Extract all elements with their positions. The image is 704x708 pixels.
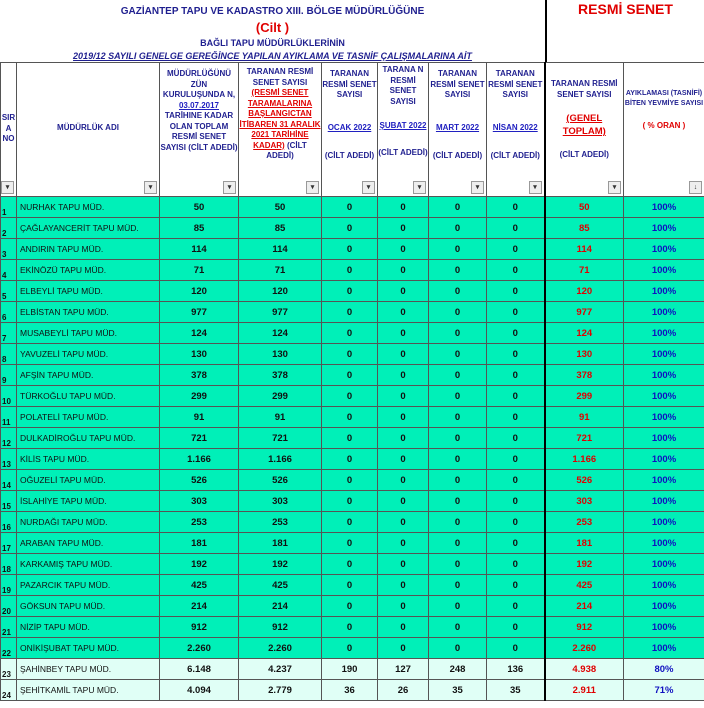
cell-mar: 0	[429, 407, 487, 428]
cell-mar: 0	[429, 239, 487, 260]
table-row	[1, 680, 704, 701]
cell-scanned: 425	[239, 575, 322, 596]
table-row	[1, 470, 704, 491]
cell-no: 1	[1, 197, 17, 218]
cell-name: ELBİSTAN TAPU MÜD.	[17, 302, 160, 323]
cell-gen: 526	[545, 470, 624, 491]
cell-mar: 0	[429, 554, 487, 575]
header-line-1: GAZİANTEP TAPU VE KADASTRO XIII. BÖLGE MÜDÜRLÜĞÜNE	[120, 6, 425, 17]
cell-gen: 378	[545, 365, 624, 386]
cell-scanned: 50	[239, 197, 322, 218]
cell-pct: 100%	[624, 239, 704, 260]
table-row	[1, 512, 704, 533]
cell-jan: 0	[322, 575, 378, 596]
cell-mar: 0	[429, 617, 487, 638]
cell-apr: 0	[487, 281, 545, 302]
cell-name: DULKADİROĞLU TAPU MÜD.	[17, 428, 160, 449]
cell-total: 114	[160, 239, 239, 260]
cell-apr: 0	[487, 533, 545, 554]
cell-scanned: 299	[239, 386, 322, 407]
cell-no: 7	[1, 323, 17, 344]
cell-jan: 0	[322, 533, 378, 554]
cell-mar: 0	[429, 491, 487, 512]
cell-jan: 0	[322, 323, 378, 344]
table-row	[1, 491, 704, 512]
cell-jan: 0	[322, 302, 378, 323]
cell-gen: 2.260	[545, 638, 624, 659]
cell-feb: 0	[378, 533, 429, 554]
cell-total: 526	[160, 470, 239, 491]
table-row	[1, 617, 704, 638]
cell-no: 14	[1, 470, 17, 491]
cell-scanned: 71	[239, 260, 322, 281]
table-row	[1, 239, 704, 260]
cell-name: GÖKSUN TAPU MÜD.	[17, 596, 160, 617]
filter-dropdown-icon[interactable]: ▾	[306, 181, 319, 194]
table-row	[1, 260, 704, 281]
cell-feb: 0	[378, 449, 429, 470]
resmi-senet-title: RESMİ SENET	[578, 1, 673, 17]
cell-scanned: 120	[239, 281, 322, 302]
cell-pct: 100%	[624, 491, 704, 512]
cell-apr: 0	[487, 260, 545, 281]
cell-total: 303	[160, 491, 239, 512]
cell-total: 912	[160, 617, 239, 638]
cell-scanned: 721	[239, 428, 322, 449]
table-row	[1, 575, 704, 596]
header-line-3: BAĞLI TAPU MÜDÜRLÜKLERİNİN	[200, 38, 345, 48]
cell-name: POLATELİ TAPU MÜD.	[17, 407, 160, 428]
cell-mar: 0	[429, 575, 487, 596]
cell-pct: 100%	[624, 344, 704, 365]
cell-pct: 100%	[624, 323, 704, 344]
cell-gen: 912	[545, 617, 624, 638]
cell-mar: 35	[429, 680, 487, 701]
cell-feb: 0	[378, 617, 429, 638]
cell-gen: 114	[545, 239, 624, 260]
cell-scanned: 130	[239, 344, 322, 365]
cell-no: 24	[1, 680, 17, 701]
cell-jan: 0	[322, 617, 378, 638]
cell-feb: 0	[378, 260, 429, 281]
cell-no: 10	[1, 386, 17, 407]
cell-gen: 1.166	[545, 449, 624, 470]
cell-scanned: 1.166	[239, 449, 322, 470]
header-line-2: (Cilt )	[255, 20, 290, 35]
cell-total: 2.260	[160, 638, 239, 659]
cell-total: 124	[160, 323, 239, 344]
report-header	[0, 0, 704, 62]
cell-pct: 100%	[624, 386, 704, 407]
table-row	[1, 428, 704, 449]
cell-feb: 0	[378, 323, 429, 344]
cell-apr: 0	[487, 365, 545, 386]
cell-total: 425	[160, 575, 239, 596]
cell-scanned: 181	[239, 533, 322, 554]
cell-feb: 0	[378, 239, 429, 260]
cell-no: 2	[1, 218, 17, 239]
table-row	[1, 197, 704, 218]
cell-pct: 100%	[624, 575, 704, 596]
cell-feb: 0	[378, 365, 429, 386]
cell-name: ARABAN TAPU MÜD.	[17, 533, 160, 554]
cell-name: YAVUZELİ TAPU MÜD.	[17, 344, 160, 365]
filter-dropdown-icon[interactable]: ▾	[529, 181, 542, 194]
cell-total: 299	[160, 386, 239, 407]
cell-feb: 0	[378, 428, 429, 449]
header-row	[1, 63, 704, 197]
cell-gen: 214	[545, 596, 624, 617]
table-row	[1, 449, 704, 470]
cell-scanned: 214	[239, 596, 322, 617]
cell-feb: 0	[378, 407, 429, 428]
cell-mar: 0	[429, 197, 487, 218]
cell-total: 192	[160, 554, 239, 575]
filter-dropdown-icon[interactable]: ▾	[223, 181, 236, 194]
cell-name: İSLAHİYE TAPU MÜD.	[17, 491, 160, 512]
cell-mar: 0	[429, 302, 487, 323]
cell-total: 721	[160, 428, 239, 449]
cell-apr: 136	[487, 659, 545, 680]
cell-scanned: 253	[239, 512, 322, 533]
cell-name: KİLİS TAPU MÜD.	[17, 449, 160, 470]
cell-total: 378	[160, 365, 239, 386]
cell-feb: 0	[378, 302, 429, 323]
filter-dropdown-icon[interactable]: ▾	[608, 181, 621, 194]
cell-no: 4	[1, 260, 17, 281]
cell-apr: 0	[487, 386, 545, 407]
cell-no: 13	[1, 449, 17, 470]
cell-jan: 0	[322, 470, 378, 491]
table-row	[1, 281, 704, 302]
cell-feb: 0	[378, 197, 429, 218]
cell-pct: 100%	[624, 260, 704, 281]
cell-feb: 0	[378, 218, 429, 239]
cell-feb: 0	[378, 470, 429, 491]
cell-name: OĞUZELİ TAPU MÜD.	[17, 470, 160, 491]
cell-mar: 0	[429, 533, 487, 554]
cell-jan: 0	[322, 638, 378, 659]
cell-scanned: 192	[239, 554, 322, 575]
cell-name: ŞAHİNBEY TAPU MÜD.	[17, 659, 160, 680]
cell-no: 16	[1, 512, 17, 533]
cell-apr: 0	[487, 575, 545, 596]
cell-mar: 0	[429, 281, 487, 302]
cell-total: 85	[160, 218, 239, 239]
cell-scanned: 124	[239, 323, 322, 344]
cell-total: 91	[160, 407, 239, 428]
sort-dropdown-icon[interactable]: ↓	[689, 181, 702, 194]
cell-apr: 0	[487, 407, 545, 428]
cell-pct: 100%	[624, 302, 704, 323]
cell-scanned: 2.260	[239, 638, 322, 659]
cell-gen: 124	[545, 323, 624, 344]
cell-apr: 0	[487, 512, 545, 533]
cell-mar: 0	[429, 638, 487, 659]
cell-name: ANDIRIN TAPU MÜD.	[17, 239, 160, 260]
col-header-no: SIR A NO ▾	[1, 63, 17, 197]
cell-name: NURHAK TAPU MÜD.	[17, 197, 160, 218]
cell-scanned: 91	[239, 407, 322, 428]
cell-apr: 0	[487, 218, 545, 239]
cell-pct: 100%	[624, 449, 704, 470]
cell-apr: 0	[487, 491, 545, 512]
cell-scanned: 977	[239, 302, 322, 323]
cell-mar: 0	[429, 365, 487, 386]
cell-jan: 0	[322, 260, 378, 281]
cell-no: 5	[1, 281, 17, 302]
cell-jan: 0	[322, 407, 378, 428]
cell-gen: 71	[545, 260, 624, 281]
cell-total: 4.094	[160, 680, 239, 701]
cell-jan: 0	[322, 386, 378, 407]
cell-feb: 0	[378, 512, 429, 533]
cell-pct: 100%	[624, 407, 704, 428]
cell-gen: 425	[545, 575, 624, 596]
cell-feb: 0	[378, 344, 429, 365]
cell-total: 253	[160, 512, 239, 533]
cell-gen: 130	[545, 344, 624, 365]
cell-no: 20	[1, 596, 17, 617]
cell-feb: 0	[378, 554, 429, 575]
cell-total: 130	[160, 344, 239, 365]
cell-feb: 0	[378, 281, 429, 302]
cell-gen: 303	[545, 491, 624, 512]
cell-feb: 127	[378, 659, 429, 680]
cell-feb: 0	[378, 596, 429, 617]
cell-pct: 100%	[624, 596, 704, 617]
cell-jan: 190	[322, 659, 378, 680]
cell-jan: 0	[322, 239, 378, 260]
cell-jan: 0	[322, 512, 378, 533]
cell-mar: 0	[429, 470, 487, 491]
cell-gen: 253	[545, 512, 624, 533]
cell-total: 50	[160, 197, 239, 218]
cell-apr: 0	[487, 428, 545, 449]
data-table	[0, 62, 704, 701]
table-row	[1, 659, 704, 680]
cell-apr: 35	[487, 680, 545, 701]
filter-dropdown-icon[interactable]: ▾	[144, 181, 157, 194]
cell-gen: 120	[545, 281, 624, 302]
col-header-general-total: TARANAN RESMİ SENET SAYISI (GENEL TOPLAM) (CİLT ADEDİ) ▾	[545, 63, 624, 197]
cell-apr: 0	[487, 638, 545, 659]
cell-name: PAZARCIK TAPU MÜD.	[17, 575, 160, 596]
cell-gen: 91	[545, 407, 624, 428]
cell-no: 18	[1, 554, 17, 575]
cell-gen: 977	[545, 302, 624, 323]
cell-total: 71	[160, 260, 239, 281]
col-header-feb: TARANA N RESMİ SENET SAYISI ŞUBAT 2022 (CİLT ADEDİ) ▾	[378, 63, 429, 197]
cell-name: ELBEYLİ TAPU MÜD.	[17, 281, 160, 302]
cell-pct: 100%	[624, 533, 704, 554]
table-row	[1, 344, 704, 365]
cell-name: MUSABEYLİ TAPU MÜD.	[17, 323, 160, 344]
cell-scanned: 4.237	[239, 659, 322, 680]
cell-no: 22	[1, 638, 17, 659]
cell-pct: 100%	[624, 617, 704, 638]
cell-pct: 100%	[624, 281, 704, 302]
cell-name: NURDAĞI TAPU MÜD.	[17, 512, 160, 533]
cell-no: 8	[1, 344, 17, 365]
cell-scanned: 85	[239, 218, 322, 239]
cell-gen: 299	[545, 386, 624, 407]
filter-dropdown-icon[interactable]: ▾	[413, 181, 426, 194]
cell-no: 11	[1, 407, 17, 428]
cell-feb: 0	[378, 575, 429, 596]
cell-no: 15	[1, 491, 17, 512]
cell-name: TÜRKOĞLU TAPU MÜD.	[17, 386, 160, 407]
cell-mar: 0	[429, 323, 487, 344]
cell-no: 21	[1, 617, 17, 638]
cell-jan: 0	[322, 365, 378, 386]
cell-total: 1.166	[160, 449, 239, 470]
col-header-percent: AYIKLAMASI (TASNİFİ) BİTEN YEVMİYE SAYISI ( % ORAN ) ↓	[624, 63, 704, 197]
cell-apr: 0	[487, 596, 545, 617]
cell-scanned: 303	[239, 491, 322, 512]
cell-apr: 0	[487, 554, 545, 575]
cell-apr: 0	[487, 197, 545, 218]
cell-scanned: 2.779	[239, 680, 322, 701]
cell-no: 3	[1, 239, 17, 260]
cell-apr: 0	[487, 449, 545, 470]
cell-name: ŞEHİTKAMİL TAPU MÜD.	[17, 680, 160, 701]
cell-gen: 85	[545, 218, 624, 239]
cell-no: 23	[1, 659, 17, 680]
cell-mar: 0	[429, 596, 487, 617]
cell-mar: 0	[429, 218, 487, 239]
header-line-4: 2019/12 SAYILI GENELGE GEREĞİNCE YAPILAN AYIKLAMA VE TASNİF ÇALIŞMALARINA AİT	[73, 51, 472, 61]
col-header-scanned: TARANAN RESMİ SENET SAYISI (RESMİ SENET TARAMALARINA BAŞLANGICTAN İTİBAREN 31 ARALIK 2021 TARİHİNE KADAR) (CİLT ADEDİ) ▾	[239, 63, 322, 197]
cell-jan: 0	[322, 344, 378, 365]
cell-name: ONİKİŞUBAT TAPU MÜD.	[17, 638, 160, 659]
cell-total: 977	[160, 302, 239, 323]
cell-jan: 36	[322, 680, 378, 701]
cell-apr: 0	[487, 239, 545, 260]
cell-total: 6.148	[160, 659, 239, 680]
cell-apr: 0	[487, 470, 545, 491]
cell-jan: 0	[322, 554, 378, 575]
table-row	[1, 218, 704, 239]
col-header-apr: TARANAN RESMİ SENET SAYISI NİSAN 2022 (CİLT ADEDİ) ▾	[487, 63, 545, 197]
cell-name: KARKAMIŞ TAPU MÜD.	[17, 554, 160, 575]
filter-dropdown-icon[interactable]: ▾	[1, 181, 14, 194]
cell-total: 120	[160, 281, 239, 302]
cell-pct: 80%	[624, 659, 704, 680]
cell-mar: 0	[429, 512, 487, 533]
cell-mar: 248	[429, 659, 487, 680]
cell-gen: 2.911	[545, 680, 624, 701]
cell-jan: 0	[322, 281, 378, 302]
cell-no: 19	[1, 575, 17, 596]
table-row	[1, 365, 704, 386]
table-row	[1, 596, 704, 617]
cell-scanned: 912	[239, 617, 322, 638]
col-header-name: MÜDÜRLÜK ADI ▾	[17, 63, 160, 197]
cell-scanned: 526	[239, 470, 322, 491]
cell-feb: 0	[378, 491, 429, 512]
col-header-total: MÜDÜRLÜĞÜNÜ ZÜN KURULUŞUNDA N, 03.07.2017 TARİHINE KADAR OLAN TOPLAM RESMİ SENET SAYISI (CİLT ADEDİ) ▾	[160, 63, 239, 197]
cell-mar: 0	[429, 260, 487, 281]
cell-name: EKİNÖZÜ TAPU MÜD.	[17, 260, 160, 281]
cell-no: 17	[1, 533, 17, 554]
filter-dropdown-icon[interactable]: ▾	[362, 181, 375, 194]
cell-no: 6	[1, 302, 17, 323]
cell-gen: 4.938	[545, 659, 624, 680]
cell-feb: 26	[378, 680, 429, 701]
table-row	[1, 638, 704, 659]
cell-gen: 50	[545, 197, 624, 218]
cell-mar: 0	[429, 449, 487, 470]
table-row	[1, 323, 704, 344]
cell-scanned: 378	[239, 365, 322, 386]
cell-scanned: 114	[239, 239, 322, 260]
cell-jan: 0	[322, 596, 378, 617]
cell-apr: 0	[487, 344, 545, 365]
cell-pct: 100%	[624, 470, 704, 491]
cell-pct: 100%	[624, 554, 704, 575]
cell-no: 12	[1, 428, 17, 449]
cell-jan: 0	[322, 197, 378, 218]
cell-pct: 100%	[624, 512, 704, 533]
cell-total: 181	[160, 533, 239, 554]
cell-jan: 0	[322, 428, 378, 449]
col-header-jan: TARANAN RESMİ SENET SAYISI OCAK 2022 (CİLT ADEDİ) ▾	[322, 63, 378, 197]
table-row	[1, 386, 704, 407]
cell-pct: 71%	[624, 680, 704, 701]
cell-feb: 0	[378, 638, 429, 659]
table-row	[1, 407, 704, 428]
cell-gen: 192	[545, 554, 624, 575]
cell-feb: 0	[378, 386, 429, 407]
cell-name: AFŞİN TAPU MÜD.	[17, 365, 160, 386]
col-header-mar: TARANAN RESMİ SENET SAYISI MART 2022 (CİLT ADEDİ) ▾	[429, 63, 487, 197]
cell-mar: 0	[429, 386, 487, 407]
cell-pct: 100%	[624, 218, 704, 239]
cell-apr: 0	[487, 617, 545, 638]
cell-pct: 100%	[624, 428, 704, 449]
cell-name: NİZİP TAPU MÜD.	[17, 617, 160, 638]
cell-gen: 721	[545, 428, 624, 449]
cell-gen: 181	[545, 533, 624, 554]
cell-no: 9	[1, 365, 17, 386]
cell-jan: 0	[322, 491, 378, 512]
cell-jan: 0	[322, 449, 378, 470]
cell-pct: 100%	[624, 365, 704, 386]
table-row	[1, 302, 704, 323]
table-row	[1, 554, 704, 575]
cell-jan: 0	[322, 218, 378, 239]
cell-mar: 0	[429, 344, 487, 365]
filter-dropdown-icon[interactable]: ▾	[471, 181, 484, 194]
cell-apr: 0	[487, 302, 545, 323]
table-row	[1, 533, 704, 554]
cell-pct: 100%	[624, 638, 704, 659]
cell-pct: 100%	[624, 197, 704, 218]
cell-total: 214	[160, 596, 239, 617]
cell-mar: 0	[429, 428, 487, 449]
cell-name: ÇAĞLAYANCERİT TAPU MÜD.	[17, 218, 160, 239]
cell-apr: 0	[487, 323, 545, 344]
